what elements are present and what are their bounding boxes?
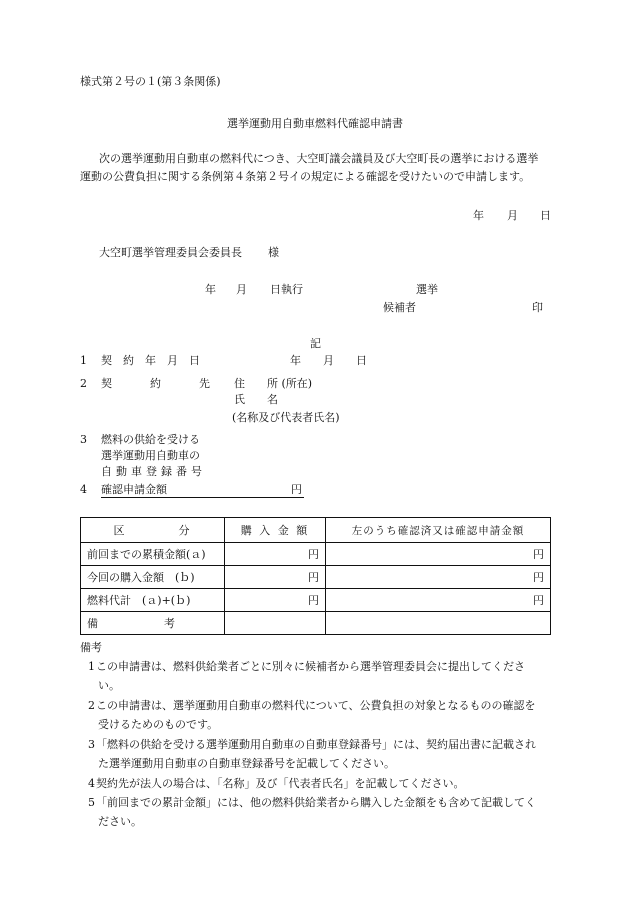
note-4: [80, 774, 556, 793]
table-row: [81, 566, 551, 589]
note-5: [80, 793, 556, 831]
note-number: 1: [88, 660, 95, 673]
row-confirmed-amount: 円: [326, 589, 551, 612]
row-label: 備 考: [81, 612, 225, 635]
table-row: [81, 543, 551, 566]
item1-year: 年: [290, 354, 301, 367]
item3-number: 3: [80, 433, 87, 446]
table-row: [81, 612, 551, 635]
table-header-row: [81, 518, 551, 543]
note-text-line1: 契約先が法人の場合は、「名称」及び「代表者氏名」を記載してください。: [96, 777, 465, 790]
note-text-line1: 「前回までの累計金額」には、他の燃料供給業者から購入した金額をも含めて記載してく: [96, 796, 536, 809]
row-purchase-amount: [225, 612, 326, 635]
election-month: 月: [236, 283, 247, 296]
note-number: 2: [88, 699, 95, 712]
item2-label-c: 先: [199, 377, 210, 390]
note-2: [80, 696, 556, 734]
date-month: 月: [507, 209, 518, 222]
item2-name: 氏 名: [234, 393, 278, 406]
note-text-line2: た選挙運動用自動車の自動車登録番号を記載してください。: [98, 757, 395, 770]
note-number: 4: [88, 777, 95, 790]
row-purchase-amount: 円: [225, 566, 326, 589]
item2-address: 住 所 (所在): [234, 377, 313, 390]
note-text-line2: 受けるためのものです。: [98, 718, 219, 731]
note-text-line1: 「燃料の供給を受ける選挙運動用自動車の自動車登録番号」には、契約届出書に記載され: [96, 738, 536, 751]
note-number: 3: [88, 738, 95, 751]
seal-mark: 印: [532, 301, 543, 314]
row-confirmed-amount: 円: [326, 543, 551, 566]
item2-number: 2: [80, 377, 87, 390]
intro-line-1: 次の選挙運動用自動車の燃料代につき、大空町議会議員及び大空町長の選挙における選挙: [99, 152, 539, 165]
fuel-amount-table: [80, 517, 551, 635]
date-year: 年: [473, 209, 484, 222]
ki-heading: 記: [310, 337, 321, 350]
item3-line3: 自動車登録番号: [101, 465, 206, 478]
item2-label-b: 約: [150, 377, 161, 390]
item1-number: 1: [80, 354, 87, 367]
row-label: 前回までの累積金額(ａ): [81, 543, 225, 566]
row-label: 燃料代計 (ａ)+(ｂ): [81, 589, 225, 612]
intro-line-2: 運動の公費負担に関する条例第４条第２号イの規定による確認を受けたいので申請します。: [80, 170, 531, 183]
note-1: [80, 657, 556, 695]
form-id: 様式第２号の１(第３条関係): [80, 75, 221, 88]
row-purchase-amount: 円: [225, 543, 326, 566]
page-title: 選挙運動用自動車燃料代確認申請書: [227, 117, 403, 130]
election-day: 日執行: [270, 283, 303, 296]
candidate-label: 候補者: [383, 301, 416, 314]
item4-amount-line: [101, 483, 304, 498]
table-row: [81, 589, 551, 612]
col-category-header: 区 分: [81, 518, 225, 543]
item2-name-note: (名称及び代表者氏名): [232, 411, 340, 424]
item4-label: 確認申請金額: [101, 483, 167, 496]
addressee: 大空町選挙管理委員会委員長: [99, 246, 242, 259]
date-day: 日: [540, 209, 551, 222]
item1-day: 日: [356, 354, 367, 367]
note-text-line1: この申請書は、選挙運動用自動車の燃料代について、公費負担の対象となるものの確認を: [96, 699, 536, 712]
note-number: 5: [88, 796, 95, 809]
item1-month: 月: [323, 354, 334, 367]
row-confirmed-amount: 円: [326, 566, 551, 589]
item3-line1: 燃料の供給を受ける: [101, 433, 200, 446]
col-confirmed-header: 左のうち確認済又は確認申請金額: [326, 518, 551, 543]
note-text-line2: ださい。: [98, 815, 142, 828]
row-label: 今回の購入金額 (ｂ): [81, 566, 225, 589]
notes-heading: 備考: [80, 641, 102, 654]
election-label: 選挙: [416, 283, 438, 296]
item2-label-a: 契: [101, 377, 112, 390]
election-year: 年: [205, 283, 216, 296]
row-purchase-amount: 円: [225, 589, 326, 612]
item1-label: 契 約 年 月 日: [101, 354, 200, 367]
note-3: [80, 735, 556, 773]
item4-unit: 円: [291, 483, 302, 496]
addressee-suffix: 様: [268, 246, 279, 259]
item3-line2: 選挙運動用自動車の: [101, 449, 200, 462]
col-purchase-header: 購 入 金 額: [225, 518, 326, 543]
row-confirmed-amount: [326, 612, 551, 635]
note-text-line2: い。: [98, 679, 120, 692]
item4-number: 4: [80, 483, 87, 496]
note-text-line1: この申請書は、燃料供給業者ごとに別々に候補者から選挙管理委員会に提出してくださ: [96, 660, 525, 673]
